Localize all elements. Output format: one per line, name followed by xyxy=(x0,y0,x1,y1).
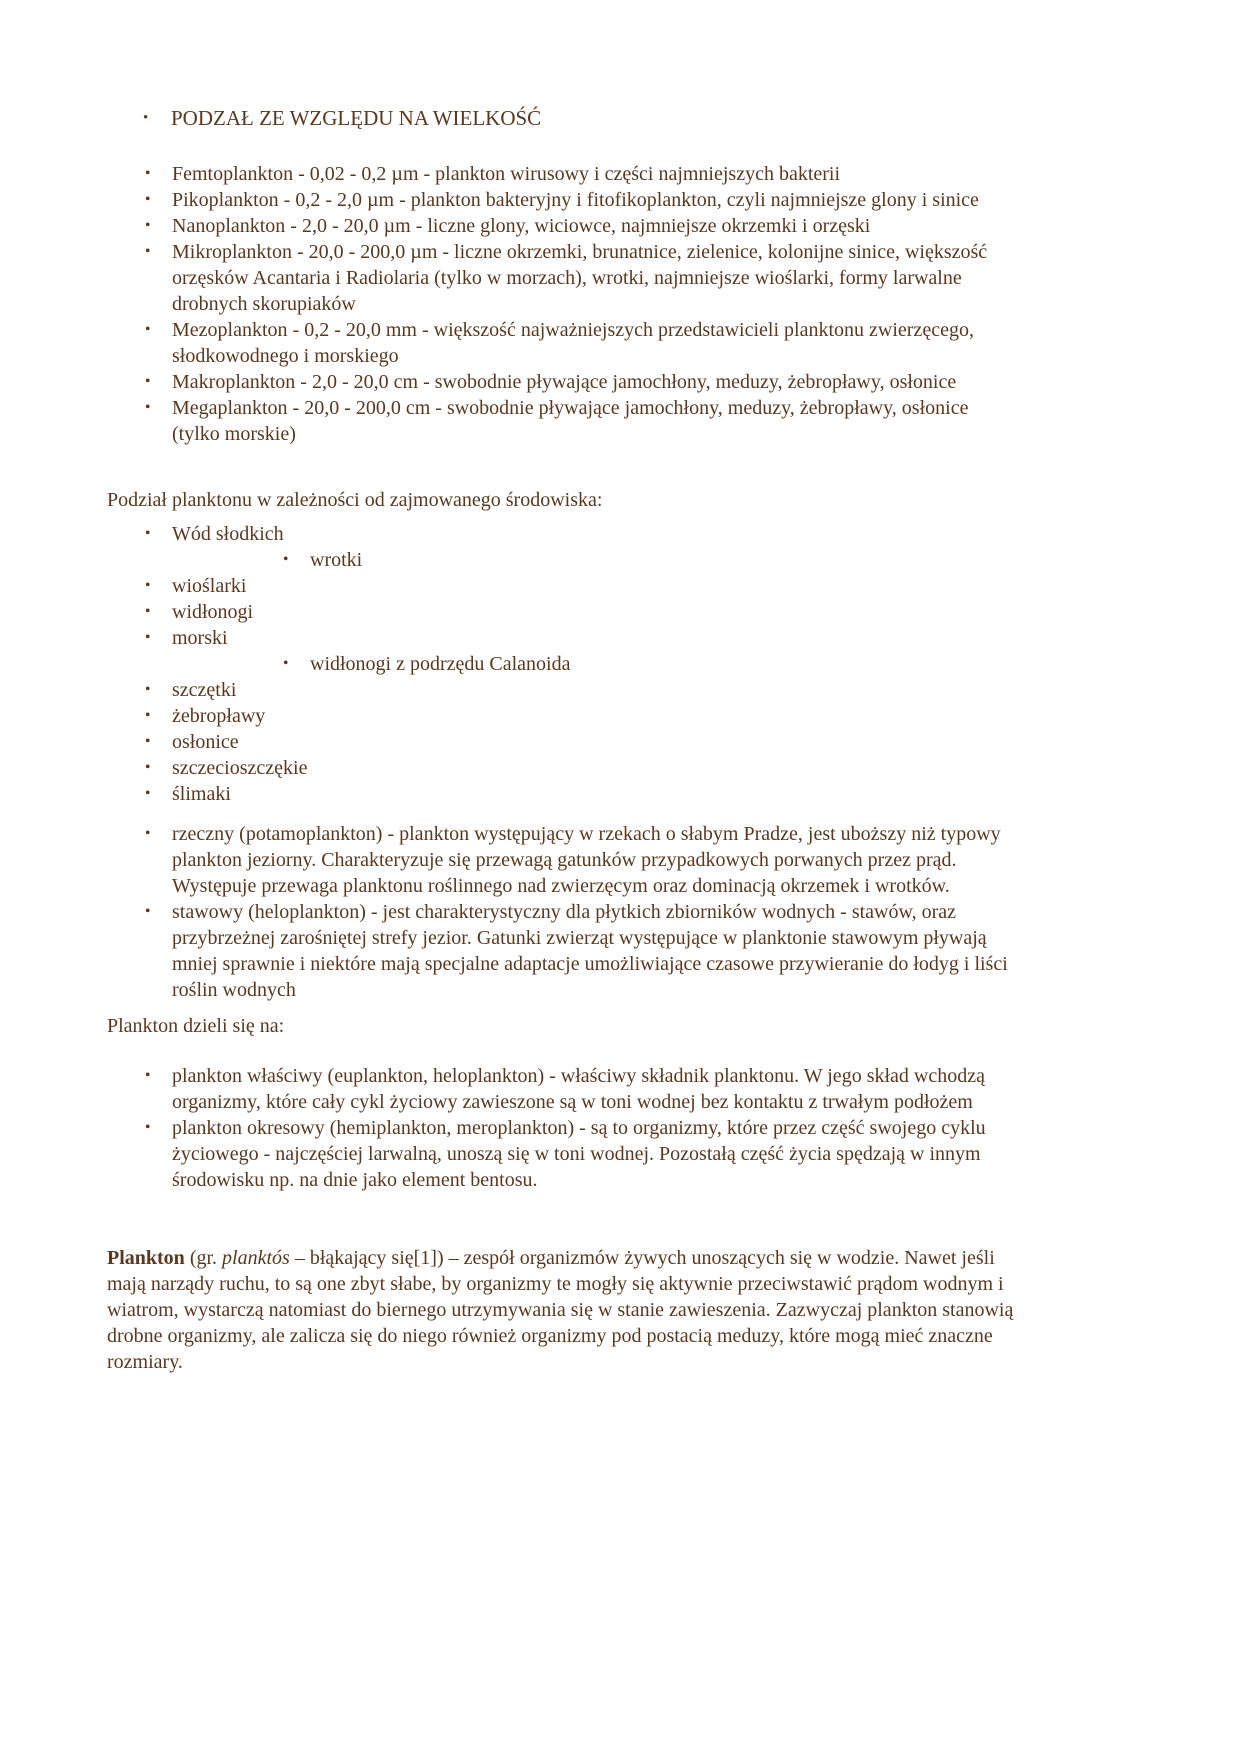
list-item-text: stawowy (heloplankton) - jest charakterystyczny dla płytkich zbiorników wodnych - stawów, oraz przybrzeżnej zarośniętej strefy jezior. Gatunki zwierząt występujące w planktonie stawowym pływają mniej sprawnie i niektóre mają specjalne adaptacje umożliwiające czasowe przywieranie do łodyg i liści roślin wodnych xyxy=(172,901,1008,1001)
list-item xyxy=(145,1063,1014,1115)
list-item xyxy=(145,187,1014,213)
list-item-text: rzeczny (potamoplankton) - plankton występujący w rzekach o słabym Pradze, jest uboższy niż typowy plankton jeziorny. Charakteryzuje się przewagą gatunków przypadkowych porwanych przez prąd. Występuje przewaga planktonu roślinnego nad zwierzęcym oraz dominacją okrzemek i wrotków. xyxy=(172,823,1001,897)
list-item-text: Megaplankton - 20,0 - 200,0 cm - swobodnie pływające jamochłony, meduzy, żebropławy, osłonice (tylko morskie) xyxy=(172,397,969,445)
list-item xyxy=(145,213,1014,239)
bullet-icon: • xyxy=(283,551,289,568)
bullet-icon: • xyxy=(145,707,151,724)
list-item-text: szczecioszczękie xyxy=(172,757,308,779)
river-pond-plankton-list xyxy=(107,821,1014,1003)
bullet-icon: • xyxy=(145,243,151,260)
list-item xyxy=(145,1115,1014,1193)
bullet-icon: • xyxy=(145,525,151,542)
definition-greek-term: planktós xyxy=(222,1247,290,1269)
list-item xyxy=(145,677,1014,703)
list-item-text: Wód słodkich xyxy=(172,523,284,545)
bullet-icon: • xyxy=(145,373,151,390)
list-item-text: szczętki xyxy=(172,679,237,701)
list-item-text: Femtoplankton - 0,02 - 0,2 µm - plankton wirusowy i części najmniejszych bakterii xyxy=(172,163,841,185)
division-heading: Plankton dzieli się na: xyxy=(107,1015,285,1037)
list-item-text: widłonogi xyxy=(172,601,254,623)
bullet-icon: • xyxy=(145,217,151,234)
bullet-icon: • xyxy=(143,110,149,126)
list-item-text: Makroplankton - 2,0 - 20,0 cm - swobodnie pływające jamochłony, meduzy, żebropławy, osłonice xyxy=(172,371,957,393)
list-item xyxy=(145,573,1014,599)
bullet-icon: • xyxy=(145,577,151,594)
bullet-icon: • xyxy=(145,1119,151,1136)
bullet-icon: • xyxy=(283,655,289,672)
list-item xyxy=(145,161,1014,187)
list-item-text: plankton właściwy (euplankton, heloplankton) - właściwy składnik planktonu. W jego skład wchodzą organizmy, które cały cykl życiowy zawieszone są w toni wodnej bez kontaktu z trwałym podłożem xyxy=(172,1065,985,1113)
list-item xyxy=(145,625,1014,651)
bullet-icon: • xyxy=(145,191,151,208)
list-item xyxy=(145,239,1014,317)
bullet-icon: • xyxy=(145,399,151,416)
plankton-division-list xyxy=(107,1063,1014,1193)
list-item-text: żebropławy xyxy=(172,705,266,727)
list-item xyxy=(145,821,1014,899)
section-title xyxy=(143,103,1014,133)
list-item-text: Pikoplankton - 0,2 - 2,0 µm - plankton bakteryjny i fitofikoplankton, czyli najmniejsze glony i sinice xyxy=(172,189,979,211)
list-item-text: widłonogi z podrzędu Calanoida xyxy=(310,653,571,675)
list-item xyxy=(145,899,1014,1003)
list-item xyxy=(283,651,1014,677)
definition-term: Plankton xyxy=(107,1247,185,1269)
list-item-text: morski xyxy=(172,627,228,649)
bullet-icon: • xyxy=(145,681,151,698)
bullet-icon: • xyxy=(145,165,151,182)
bullet-icon: • xyxy=(145,1067,151,1084)
bullet-icon: • xyxy=(145,785,151,802)
definition-paragraph xyxy=(107,1245,1014,1375)
list-item xyxy=(145,599,1014,625)
list-item xyxy=(145,703,1014,729)
list-item-text: Nanoplankton - 2,0 - 20,0 µm - liczne glony, wiciowce, najmniejsze okrzemki i orzęski xyxy=(172,215,871,237)
bullet-icon: • xyxy=(145,629,151,646)
bullet-icon: • xyxy=(145,603,151,620)
bullet-icon: • xyxy=(145,759,151,776)
list-item-text: Mikroplankton - 20,0 - 200,0 µm - liczne okrzemki, brunatnice, zielenice, kolonijne sinice, większość orzęsków Acantaria i Radiolaria (tylko w morzach), wrotki, najmniejsze wioślarki, formy larwalne drobnych skorupiaków xyxy=(172,241,988,315)
definition-text-rest: – błąkający się[1]) – zespół organizmów żywych unoszących się w wodzie. Nawet jeśli mają narządy ruchu, to są one zbyt słabe, by organizmy te mogły się aktywnie przeciwstawić prądom wodnym i wiatrom, wystarczą natomiast do biernego utrzymywania się w stanie zawieszenia. Zazwyczaj plankton stanowią drobne organizmy, ale zalicza się do niego również organizmy pod postacią meduzy, które mogą mieć znaczne rozmiary. xyxy=(107,1247,1014,1373)
list-item xyxy=(145,521,1014,547)
definition-text-pre: (gr. xyxy=(184,1247,223,1269)
list-item-text: plankton okresowy (hemiplankton, meroplankton) - są to organizmy, które przez część swojego cyklu życiowego - najczęściej larwalną, unoszą się w toni wodnej. Pozostałą część życia spędzają w innym środowisku np. na dnie jako element bentosu. xyxy=(172,1117,986,1191)
environment-heading: Podział planktonu w zależności od zajmowanego środowiska: xyxy=(107,489,603,511)
list-item xyxy=(145,729,1014,755)
bullet-icon: • xyxy=(145,825,151,842)
section-title-text: PODZAŁ ZE WZGLĘDU NA WIELKOŚĆ xyxy=(171,106,542,130)
bullet-icon: • xyxy=(145,903,151,920)
list-item xyxy=(145,755,1014,781)
bullet-icon: • xyxy=(145,733,151,750)
list-item-text: wioślarki xyxy=(172,575,247,597)
list-item-text: wrotki xyxy=(310,549,363,571)
list-item xyxy=(145,317,1014,369)
size-classification-list xyxy=(107,161,1014,447)
list-item-text: ślimaki xyxy=(172,783,231,805)
environment-list xyxy=(107,521,1014,807)
list-item xyxy=(283,547,1014,573)
list-item-text: osłonice xyxy=(172,731,239,753)
bullet-icon: • xyxy=(145,321,151,338)
list-item xyxy=(145,395,1014,447)
list-item xyxy=(145,369,1014,395)
list-item-text: Mezoplankton - 0,2 - 20,0 mm - większość najważniejszych przedstawicieli planktonu zwierzęcego, słodkowodnego i morskiego xyxy=(172,319,974,367)
list-item xyxy=(145,781,1014,807)
